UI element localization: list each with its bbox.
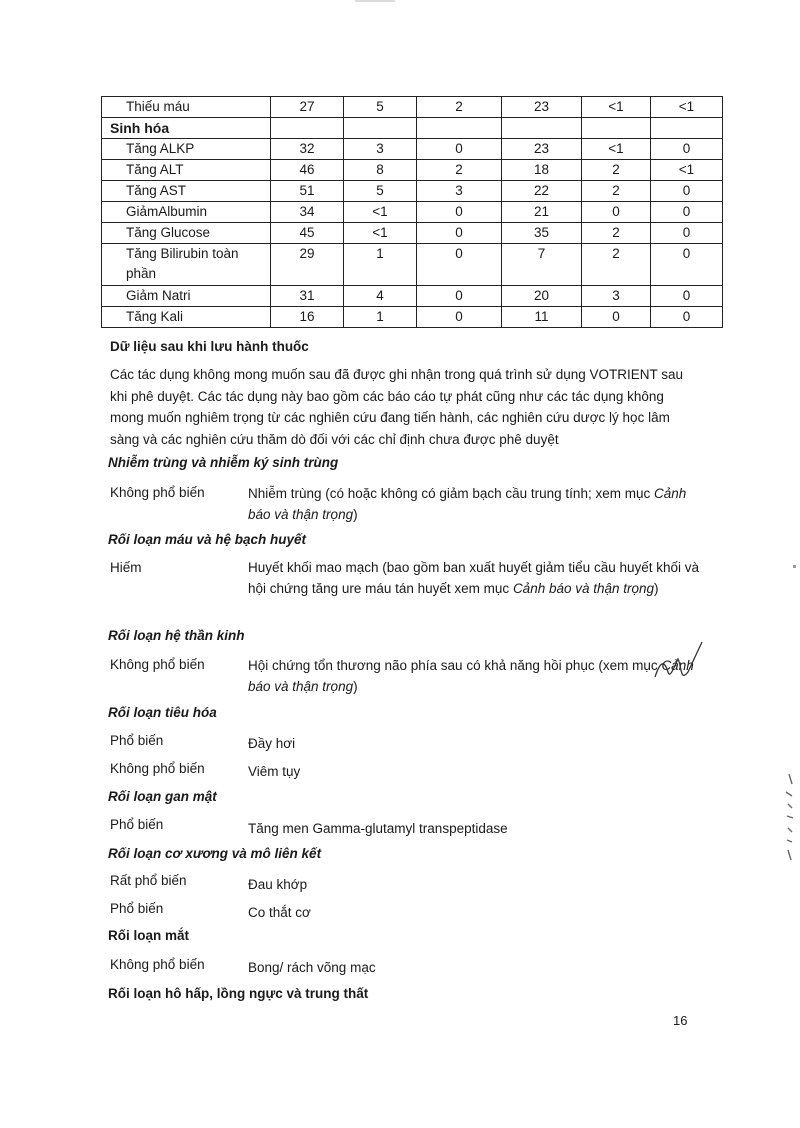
infections-desc-ref: Cảnh báo và thận trọng xyxy=(248,486,687,522)
table-cell: 2 xyxy=(417,160,502,181)
handwritten-initial-mark xyxy=(650,637,710,692)
row-label: Tăng Bilirubin toàn phần xyxy=(102,244,271,286)
table-row xyxy=(102,118,723,139)
nervous-desc-text: Hội chứng tổn thương não phía sau có khả năng hồi phục (xem mục xyxy=(248,658,662,673)
blood-desc-end: ) xyxy=(654,581,659,596)
gi-frequency-2: Không phổ biến xyxy=(110,761,205,776)
table-cell: 0 xyxy=(651,202,723,223)
row-label: Tăng Kali xyxy=(102,307,271,328)
table-cell: <1 xyxy=(582,97,651,118)
blood-desc-text: Huyết khối mao mạch (bao gồm ban xuất huyết giảm tiểu cầu huyết khối và hội chứng tăng ure máu tán huyết xem mục xyxy=(248,560,700,596)
table-cell: 0 xyxy=(417,286,502,307)
table-cell: <1 xyxy=(582,139,651,160)
page-number: 16 xyxy=(673,1013,688,1028)
table-cell: 2 xyxy=(582,181,651,202)
table-cell: 0 xyxy=(651,223,723,244)
table-cell xyxy=(417,118,502,139)
blood-frequency: Hiếm xyxy=(110,560,142,575)
table-row xyxy=(102,139,723,160)
table-cell: 45 xyxy=(271,223,344,244)
section-infections-title: Nhiễm trùng và nhiễm ký sinh trùng xyxy=(108,455,339,470)
eye-frequency: Không phổ biến xyxy=(110,957,205,972)
table-cell: 0 xyxy=(417,307,502,328)
table-cell: 4 xyxy=(344,286,417,307)
table-cell: 5 xyxy=(344,97,417,118)
table-row xyxy=(102,181,723,202)
row-label: Tăng ALKP xyxy=(102,139,271,160)
section-hepato-title: Rối loạn gan mật xyxy=(108,789,217,804)
blood-desc-ref: Cảnh báo và thận trọng xyxy=(512,581,655,596)
table-cell: 0 xyxy=(582,307,651,328)
table-cell: 0 xyxy=(417,139,502,160)
table-cell: 27 xyxy=(271,97,344,118)
eye-description: Bong/ rách võng mạc xyxy=(248,960,376,975)
row-label: Thiếu máu xyxy=(102,97,271,118)
table-cell: 51 xyxy=(271,181,344,202)
table-cell: 0 xyxy=(651,181,723,202)
nervous-desc-end: ) xyxy=(353,679,358,694)
musculo-frequency-2: Phổ biến xyxy=(110,901,164,916)
section-blood-title: Rối loạn máu và hệ bạch huyết xyxy=(108,532,307,547)
scan-speck xyxy=(793,565,796,568)
table-cell: 8 xyxy=(344,160,417,181)
nervous-desc-ref: Cảnh báo và thận trọng xyxy=(248,658,694,694)
table-cell: 2 xyxy=(417,97,502,118)
infections-description xyxy=(248,483,708,525)
table-cell: 16 xyxy=(271,307,344,328)
infections-desc-text: Nhiễm trùng (có hoặc không có giảm bạch cầu trung tính; xem mục xyxy=(248,486,654,501)
gi-frequency-1: Phổ biến xyxy=(110,733,164,748)
row-label: Giảm Natri xyxy=(102,286,271,307)
table-row xyxy=(102,160,723,181)
row-label: GiảmAlbumin xyxy=(102,202,271,223)
table-cell xyxy=(582,118,651,139)
table-cell: 0 xyxy=(651,139,723,160)
table-cell: <1 xyxy=(651,160,723,181)
postmarketing-heading: Dữ liệu sau khi lưu hành thuốc xyxy=(110,339,309,354)
section-musculo-title: Rối loạn cơ xương và mô liên kết xyxy=(108,846,322,861)
row-label: Tăng Glucose xyxy=(102,223,271,244)
table-cell: 31 xyxy=(271,286,344,307)
table-cell: 3 xyxy=(417,181,502,202)
postmarketing-paragraph: Các tác dụng không mong muốn sau đã được ghi nhận trong quá trình sử dụng VOTRIENT sau khi phê duyệt. Các tác dụng này bao gồm các báo cáo tự phát cũng như các tác dụng không mong muốn nghiêm trọng từ các nghiên cứu đang tiến hành, các nghiên cứu dược lý học lâm sàng và các nghiên cứu thăm dò đối với các chỉ định chưa được phê duyệt xyxy=(110,367,684,447)
table-cell: 35 xyxy=(502,223,582,244)
table-cell: 3 xyxy=(582,286,651,307)
table-cell: 20 xyxy=(502,286,582,307)
lab-abnormalities-table xyxy=(101,96,723,328)
table-cell xyxy=(271,118,344,139)
row-label: Tăng ALT xyxy=(102,160,271,181)
hepato-description: Tăng men Gamma-glutamyl transpeptidase xyxy=(248,821,508,836)
table-cell: 0 xyxy=(651,307,723,328)
table-cell: 23 xyxy=(502,97,582,118)
table-cell: 34 xyxy=(271,202,344,223)
table-cell: 29 xyxy=(271,244,344,286)
side-stamp-fragment xyxy=(780,770,798,865)
musculo-frequency-1: Rất phổ biến xyxy=(110,873,187,888)
table-cell: 0 xyxy=(651,244,723,286)
section-eye-title: Rối loạn mắt xyxy=(108,928,190,943)
table-cell: 7 xyxy=(502,244,582,286)
table-cell: 0 xyxy=(417,202,502,223)
table-cell: 5 xyxy=(344,181,417,202)
table-row xyxy=(102,286,723,307)
table-cell: <1 xyxy=(344,202,417,223)
table-cell: 23 xyxy=(502,139,582,160)
gi-description-1: Đầy hơi xyxy=(248,736,296,751)
table-cell: 22 xyxy=(502,181,582,202)
section-nervous-title: Rối loạn hệ thần kinh xyxy=(108,628,245,643)
table-cell: 21 xyxy=(502,202,582,223)
scan-edge-mark xyxy=(355,0,395,2)
table-cell: 0 xyxy=(651,286,723,307)
table-cell: 2 xyxy=(582,244,651,286)
gi-description-2: Viêm tụy xyxy=(248,764,301,779)
table-row xyxy=(102,307,723,328)
section-respiratory-title: Rối loạn hô hấp, lồng ngực và trung thất xyxy=(108,986,369,1001)
table-cell: 1 xyxy=(344,244,417,286)
table-cell xyxy=(651,118,723,139)
blood-description xyxy=(248,557,708,599)
section-gi-title: Rối loạn tiêu hóa xyxy=(108,705,217,720)
table-row xyxy=(102,244,723,286)
table-row xyxy=(102,223,723,244)
table-cell: 0 xyxy=(582,202,651,223)
table-cell: <1 xyxy=(344,223,417,244)
table-cell: 3 xyxy=(344,139,417,160)
row-label: Tăng AST xyxy=(102,181,271,202)
table-cell xyxy=(502,118,582,139)
table-row xyxy=(102,202,723,223)
table-cell xyxy=(344,118,417,139)
table-cell: 2 xyxy=(582,223,651,244)
table-cell: 46 xyxy=(271,160,344,181)
table-cell: 32 xyxy=(271,139,344,160)
musculo-description-1: Đau khớp xyxy=(248,877,308,892)
table-cell: 18 xyxy=(502,160,582,181)
nervous-frequency: Không phổ biến xyxy=(110,657,205,672)
table-cell: 2 xyxy=(582,160,651,181)
table-cell: 0 xyxy=(417,244,502,286)
nervous-description xyxy=(248,655,708,697)
hepato-frequency: Phổ biến xyxy=(110,817,164,832)
infections-frequency: Không phổ biến xyxy=(110,485,205,500)
infections-desc-end: ) xyxy=(353,507,358,522)
musculo-description-2: Co thắt cơ xyxy=(248,905,311,920)
table-row xyxy=(102,97,723,118)
table-cell: <1 xyxy=(651,97,723,118)
row-label: Sinh hóa xyxy=(102,118,271,139)
table-cell: 1 xyxy=(344,307,417,328)
table-cell: 11 xyxy=(502,307,582,328)
table-cell: 0 xyxy=(417,223,502,244)
